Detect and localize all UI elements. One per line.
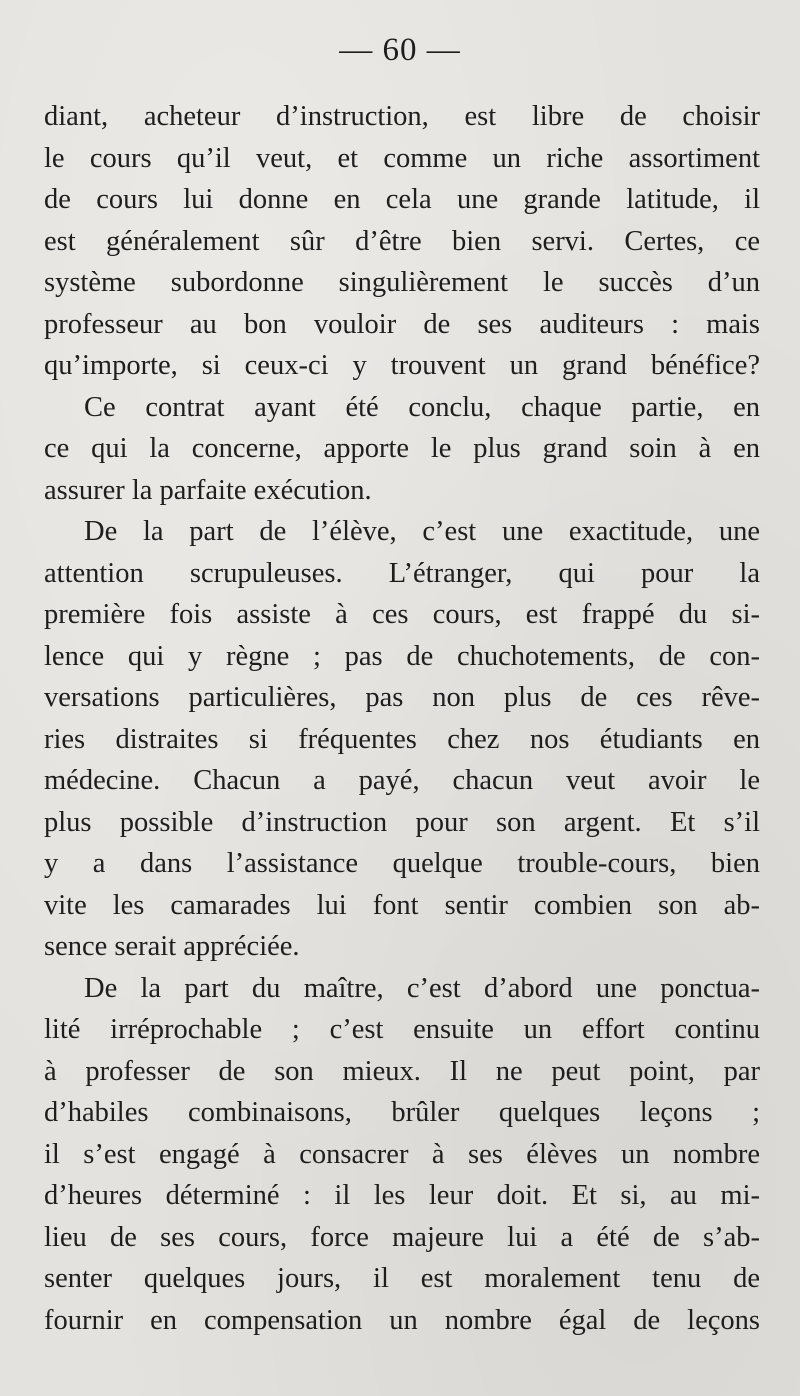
text-line: senter quelques jours, il est moralement tenu de	[44, 1263, 760, 1294]
text-line: lité irréprochable ; c’est ensuite un effort continu	[44, 1014, 760, 1045]
text-line: lence qui y règne ; pas de chuchotements, de con-	[44, 640, 760, 672]
text-line: diant, acheteur d’instruction, est libre de choisir	[44, 101, 760, 132]
text-line: De la part de l’élève, c’est une exactitude, une	[84, 516, 760, 547]
text-line: il s’est engagé à consacrer à ses élèves un nombre	[44, 1138, 760, 1170]
text-line: système subordonne singulièrement le succès d’un	[44, 267, 760, 298]
text-line: médecine. Chacun a payé, chacun veut avoir le	[44, 765, 760, 796]
text-line: qu’importe, si ceux-ci y trouvent un grand bénéfice?	[44, 350, 760, 381]
text-line: le cours qu’il veut, et comme un riche assortiment	[44, 142, 760, 174]
text-line: est généralement sûr d’être bien servi. Certes, ce	[44, 225, 760, 257]
text-line: sence serait appréciée.	[44, 931, 300, 962]
text-line: d’habiles combinaisons, brûler quelques leçons ;	[44, 1097, 760, 1128]
text-line: assurer la parfaite exécution.	[44, 474, 372, 506]
text-line: plus possible d’instruction pour son argent. Et s’il	[44, 806, 760, 838]
text-line: versations particulières, pas non plus de ces rêve-	[44, 682, 760, 713]
text-line: première fois assiste à ces cours, est frappé du si-	[44, 599, 760, 630]
paragraph-1	[44, 96, 760, 387]
text-line: lieu de ses cours, force majeure lui a été de s’ab-	[44, 1221, 760, 1253]
text-line: fournir en compensation un nombre égal de leçons	[44, 1304, 760, 1336]
body-text	[44, 96, 760, 1341]
text-line: professeur au bon vouloir de ses auditeurs : mais	[44, 308, 760, 340]
text-line: De la part du maître, c’est d’abord une ponctua-	[84, 972, 760, 1004]
paragraph-2	[44, 387, 760, 512]
text-line: de cours lui donne en cela une grande latitude, il	[44, 184, 760, 215]
paragraph-3	[44, 511, 760, 968]
text-line: attention scrupuleuses. L’étranger, qui pour la	[44, 557, 760, 589]
text-line: ries distraites si fréquentes chez nos étudiants en	[44, 723, 760, 755]
paragraph-4	[44, 968, 760, 1342]
page-number: — 60 —	[339, 32, 461, 68]
text-line: y a dans l’assistance quelque trouble-cours, bien	[44, 848, 760, 879]
text-line: vite les camarades lui font sentir combien son ab-	[44, 889, 760, 921]
text-line: ce qui la concerne, apporte le plus grand soin à en	[44, 433, 760, 464]
text-line: à professer de son mieux. Il ne peut point, par	[44, 1055, 760, 1087]
text-line: d’heures déterminé : il les leur doit. Et si, au mi-	[44, 1180, 760, 1211]
text-line: Ce contrat ayant été conclu, chaque partie, en	[84, 391, 760, 423]
